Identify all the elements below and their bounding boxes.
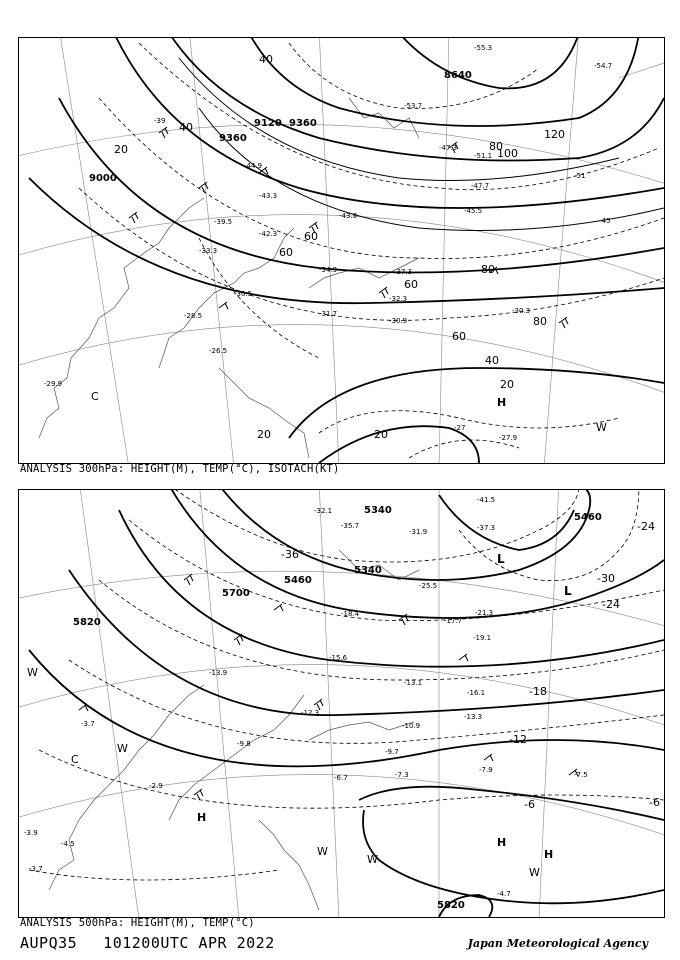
temperature-label: -12.3 [301, 709, 320, 717]
isotach-label: 20 [374, 428, 388, 441]
height-label: 5340 [364, 505, 392, 516]
temperature-label: -27 [454, 424, 466, 432]
temperature-label: -29.9 [44, 380, 63, 388]
temperature-label: -17.7 [444, 617, 463, 625]
pressure-center-letter: L [497, 552, 505, 566]
temperature-label: -21.3 [475, 609, 494, 617]
temperature-label: -39 [154, 117, 166, 125]
analysis-500hpa-map [18, 489, 665, 918]
isotherm-label: -12 [509, 733, 527, 746]
temperature-label: -27.9 [499, 434, 518, 442]
temperature-label: -30.5 [234, 290, 253, 298]
height-contours [29, 38, 664, 463]
isotach-label: 60 [304, 230, 318, 243]
temperature-label: -3.9 [24, 829, 38, 837]
isotach-label: 60 [452, 330, 466, 343]
isotach-label: 60 [404, 278, 418, 291]
height-label: 9120 [254, 118, 282, 129]
temperature-label: -54.7 [594, 62, 613, 70]
isotach-solid [179, 58, 664, 231]
isotach-label: 80 [481, 263, 495, 276]
height-label: 5820 [73, 617, 101, 628]
isotherm-label: -24 [602, 598, 620, 611]
graticule [19, 38, 664, 463]
isotach-label: 20 [500, 378, 514, 391]
temperature-label: -6.7 [334, 774, 348, 782]
temperature-label: -19.1 [473, 634, 492, 642]
isotach-label: 100 [497, 147, 518, 160]
product-code: AUPQ35 [20, 934, 78, 952]
height-label: 9000 [89, 173, 117, 184]
pressure-center-letter: W [596, 421, 607, 434]
isotach-label: 40 [259, 53, 273, 66]
pressure-center-letter: C [91, 390, 99, 403]
isotherm-label: -24 [637, 520, 655, 533]
height-label: 8640 [444, 70, 472, 81]
temperature-label: -43.9 [339, 212, 358, 220]
temperature-label: -4.7 [497, 890, 511, 898]
temperature-label: -13.3 [464, 713, 483, 721]
temperature-label: -51.1 [474, 152, 493, 160]
pressure-center-letter: H [197, 811, 207, 824]
temperature-label: -45.5 [464, 207, 483, 215]
temperature-label: -25.5 [419, 582, 438, 590]
temperature-label: -31.7 [319, 310, 338, 318]
pressure-center-letter: W [27, 666, 38, 679]
temperature-label: -47.7 [471, 182, 490, 190]
temperature-label: -35.7 [341, 522, 360, 530]
temperature-label: -15.6 [329, 654, 348, 662]
temperature-label: -16.1 [467, 689, 486, 697]
agency-name: Japan Meteorological Agency [467, 937, 648, 950]
temperature-label: -9.8 [237, 740, 251, 748]
temperature-label: -10.9 [402, 722, 421, 730]
temperature-label: -33.3 [199, 247, 218, 255]
temperature-label: -44.9 [244, 162, 263, 170]
height-label: 5340 [354, 565, 382, 576]
coastline [39, 98, 419, 458]
pressure-center-letter: H [544, 848, 554, 861]
temperature-label: -4.5 [61, 840, 75, 848]
pressure-center-letter: W [529, 866, 540, 879]
temperature-label: -37.3 [394, 268, 413, 276]
panel-caption-300hpa: ANALYSIS 300hPa: HEIGHT(M), TEMP(°C), ISOTACH(KT) [20, 463, 340, 475]
height-label: 5460 [284, 575, 312, 586]
isotherm-label: -6 [649, 796, 660, 809]
temperature-label: -7.3 [395, 771, 409, 779]
temperature-label: -7.9 [479, 766, 493, 774]
product-line [20, 934, 275, 952]
temperature-label: -28.5 [184, 312, 203, 320]
temperature-label: -3.7 [81, 720, 95, 728]
temperature-label: -53.7 [404, 102, 423, 110]
pressure-center-letter: L [564, 584, 572, 598]
temperature-label: -13.1 [404, 679, 423, 687]
map-500hpa-svg [19, 490, 664, 917]
temperature-label: -30.9 [389, 317, 408, 325]
temperature-label: -3.7 [29, 865, 43, 873]
isotherm-label: -18 [529, 685, 547, 698]
pressure-center-letter: C [71, 753, 79, 766]
coastline [49, 550, 419, 910]
isotach-label: 40 [485, 354, 499, 367]
temperature-label: -45 [599, 217, 611, 225]
pressure-center-letter: H [497, 396, 507, 409]
isotach-label: 80 [533, 315, 547, 328]
temperature-label: -9.7 [385, 748, 399, 756]
height-label: 5700 [222, 588, 250, 599]
height-label: 9360 [219, 133, 247, 144]
height-contours [29, 490, 664, 917]
label-layer [24, 496, 660, 911]
temperature-label: -55.3 [474, 44, 493, 52]
isotach-label: 20 [114, 143, 128, 156]
temperature-label: -34.9 [319, 266, 338, 274]
temperature-label: -51 [574, 172, 586, 180]
valid-time: 101200UTC APR 2022 [103, 934, 275, 952]
temperature-label: -26.5 [209, 347, 228, 355]
pressure-center-letter: W [367, 853, 378, 866]
temperature-label: -13.9 [209, 669, 228, 677]
temperature-label: -31.9 [409, 528, 428, 536]
isotach-lines [79, 43, 664, 458]
temperature-label: -41.5 [477, 496, 496, 504]
height-label: 9360 [289, 118, 317, 129]
analysis-300hpa-map [18, 37, 665, 464]
temperature-label: -47.3 [439, 144, 458, 152]
temperature-label: -2.9 [149, 782, 163, 790]
isotherm-lines [29, 490, 664, 880]
isotach-label: 40 [179, 121, 193, 134]
temperature-label: -43.3 [259, 192, 278, 200]
isotherm-label: -36 [281, 548, 299, 561]
temperature-label: -37.3 [477, 524, 496, 532]
pressure-center-letter: H [497, 836, 507, 849]
graticule [19, 490, 664, 917]
isotherm-label: -30 [597, 572, 615, 585]
map-300hpa-svg [19, 38, 664, 463]
height-label: 5460 [574, 512, 602, 523]
panel-caption-500hpa: ANALYSIS 500hPa: HEIGHT(M), TEMP(°C) [20, 917, 255, 929]
height-label: 5820 [437, 900, 465, 911]
pressure-center-letter: W [317, 845, 328, 858]
isotach-label: 80 [489, 140, 503, 153]
isotach-label: 20 [257, 428, 271, 441]
pressure-center-letter: W [117, 742, 128, 755]
isotach-label: 60 [279, 246, 293, 259]
temperature-label: -30.3 [512, 307, 531, 315]
temperature-label: -18.4 [341, 610, 360, 618]
temperature-label: -32.3 [389, 295, 408, 303]
temperature-label: -32.1 [314, 507, 333, 515]
isotach-label: 120 [544, 128, 565, 141]
temperature-label: -42.3 [259, 230, 278, 238]
temperature-label: -7.5 [574, 771, 588, 779]
isotherm-label: -6 [524, 798, 535, 811]
temperature-label: -39.5 [214, 218, 233, 226]
